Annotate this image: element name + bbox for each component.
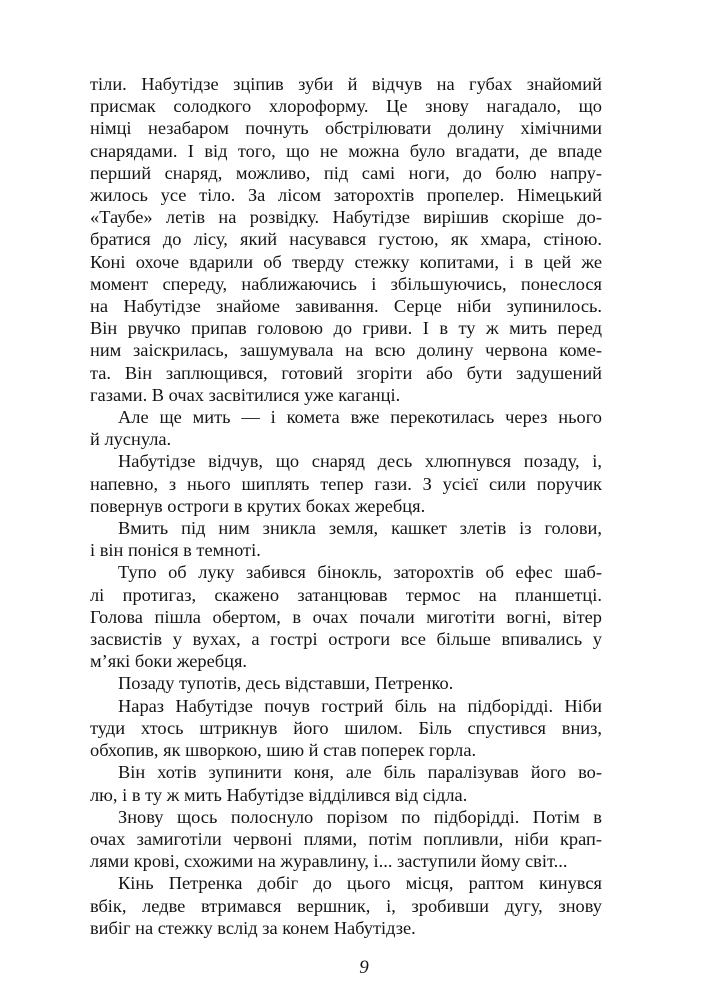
text-line: Він хотів зупинити коня, але біль паралізував його во- [118, 762, 602, 783]
page-number: 9 [359, 957, 369, 978]
text-line: перший снаряд, можливо, під самі ноги, до болю напру- [90, 162, 602, 183]
text-line: Коні охоче вдарили об тверду стежку копитами, і в цей же [90, 251, 602, 272]
paragraph [90, 806, 602, 873]
text-line: Знову щось полоснуло порізом по підборідді. Потім в [118, 806, 602, 827]
text-line: ним заіскрилась, зашумувала на всю долину червона коме- [90, 340, 602, 361]
text-line: на Набутідзе знайоме завивання. Серце ніби зупинилось. [90, 296, 602, 317]
text-line: та. Він заплющився, готовий згоріти або бути задушений [90, 362, 602, 383]
text-line: туди хтось штрикнув його шилом. Біль спустився вниз, [90, 717, 602, 738]
text-line: Нараз Набутідзе почув гострий біль на підборідді. Ніби [118, 695, 602, 716]
text-line: Кінь Петренка добіг до цього місця, раптом кинувся [118, 873, 602, 894]
text-line: Позаду тупотів, десь відставши, Петренко. [118, 673, 454, 694]
text-line: Тупо об луку забився бінокль, заторохтів об ефес шаб- [118, 562, 602, 583]
text-line: Але ще мить — і комета вже перекотилась через нього [118, 407, 602, 428]
text-line: засвистів у вухах, а гострі остроги все більше впивались у [90, 629, 602, 650]
text-line: жилось усе тіло. За лісом заторохтів пропелер. Німецький [90, 185, 602, 206]
paragraph [90, 872, 602, 939]
paragraph [90, 761, 602, 805]
text-line: німці незабаром почнуть обстрілювати долину хімічними [90, 118, 602, 139]
paragraph [90, 672, 602, 694]
text-line: напевно, з нього шиплять тепер гази. З усієї сили поручик [90, 473, 602, 494]
paragraph [90, 561, 602, 672]
paragraph [90, 695, 602, 762]
text-line: обхопив, як шворкою, шию й став поперек горла. [90, 740, 477, 761]
text-line: Голова пішла обертом, в очах почали миготіти вогні, вітер [90, 606, 602, 627]
text-line: повернув остроги в крутих боках жеребця. [90, 495, 426, 516]
text-line: Вмить під ним зникла земля, кашкет злетів із голови, [118, 518, 602, 539]
text-line: присмак солодкого хлороформу. Це знову нагадало, що [90, 96, 602, 117]
paragraph [90, 406, 602, 450]
text-line: і він поніся в темноті. [90, 540, 261, 561]
text-line: «Таубе» летів на розвідку. Набутідзе вирішив скоріше до- [90, 207, 602, 228]
text-line: лями крові, схожими на журавлину, і... заступили йому світ... [90, 851, 568, 872]
text-line: снарядами. І від того, що не можна було вгадати, де впаде [90, 140, 602, 161]
paragraph [90, 450, 602, 517]
text-line: Він рвучко припав головою до гриви. І в ту ж мить перед [90, 318, 602, 339]
text-line: момент спереду, наближаючись і збільшуючись, понеслося [90, 273, 602, 294]
text-line: братися до лісу, який насувався густою, як хмара, стіною. [90, 229, 602, 250]
text-line: Набутідзе відчув, що снаряд десь хлюпнувся позаду, і, [118, 451, 602, 472]
body-text [90, 73, 602, 939]
text-line: вибіг на стежку вслід за конем Набутідзе. [90, 917, 416, 938]
text-line: вбік, ледве втримався вершник, і, зробивши дугу, знову [90, 895, 602, 916]
text-line: газами. В очах засвітилися уже каганці. [90, 384, 401, 405]
text-line: очах замиготіли червоні плями, потім попливли, ніби крап- [90, 828, 602, 849]
paragraph [90, 517, 602, 561]
text-line: м’які боки жеребця. [90, 651, 248, 672]
text-line: й луснула. [90, 429, 172, 450]
paragraph [90, 73, 602, 406]
text-line: тіли. Набутідзе зціпив зуби й відчув на губах знайомий [90, 74, 602, 94]
text-line: лю, і в ту ж мить Набутідзе відділився від сідла. [90, 784, 468, 805]
text-line: лі протигаз, скажено затанцював термос на планшетці. [90, 584, 602, 605]
